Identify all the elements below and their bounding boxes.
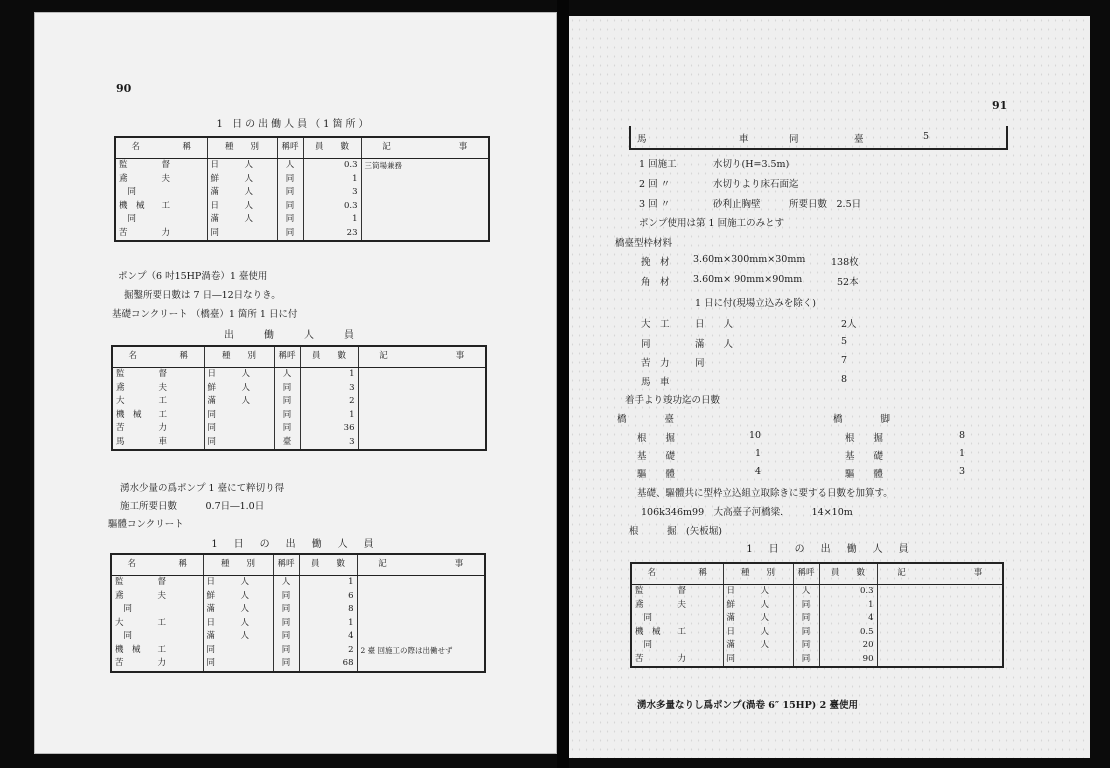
staff-table-1 [114,136,490,242]
column-header: 記 事 [357,554,485,576]
carried-count: 5 [923,131,930,142]
table-cell [358,368,486,382]
table-cell: 苦 力 [112,422,204,436]
table-cell: 機 械 工 [112,409,204,423]
column-header: 員 數 [819,563,877,585]
table-row [115,200,489,214]
table-cell [877,599,1003,613]
column-header: 種 別 [204,346,274,368]
page-number-right: 91 [992,99,1008,112]
table-row [115,186,489,200]
table-cell [877,612,1003,626]
table-cell: 人 [273,576,299,590]
text-cell: 52本 [837,277,859,288]
table-cell: 1 [303,173,361,187]
body-concrete-heading: 驅體コンクリート [108,519,184,530]
table-cell [358,422,486,436]
table-cell: 同 [274,382,300,396]
table-cell [877,585,1003,599]
table-cell [357,576,485,590]
table-cell: 同 [204,409,274,423]
text-cell: 挽 材 [641,257,670,268]
table-cell: 68 [299,657,357,672]
table-cell: 90 [819,653,877,668]
right-page [569,16,1090,758]
table-cell: 同 [273,603,299,617]
days-note: 基礎、驅體共に型枠立込組立取除きに要する日數を加算す。 [637,488,893,499]
table-cell: 同 [793,639,819,653]
table-cell: 0.3 [819,585,877,599]
table-cell: 同 [793,626,819,640]
table-cell: 鳶 夫 [631,599,723,613]
left-page [34,12,557,754]
column-header: 稱呼 [273,554,299,576]
table-cell: 日 人 [203,617,273,631]
text-cell: 日 人 [695,319,734,330]
table-cell: 同 [203,644,273,658]
dig-title: 根 掘 (矢板堀) [629,526,722,537]
table-cell: 1 [300,409,358,423]
table-cell: 0.3 [303,159,361,173]
text-cell: 8 [959,430,966,441]
table-cell: 6 [299,590,357,604]
column-header: 員 數 [303,137,361,159]
table-cell: 苦 力 [631,653,723,668]
days-title: 着手より竣功迄の日數 [625,395,721,406]
table-cell: 監 督 [112,368,204,382]
table-cell: 同 [111,630,203,644]
text-cell: 3 [959,466,966,477]
caption-1: 1 日の出働人員（1箇所） [216,119,372,130]
table-cell: 同 [273,644,299,658]
table-cell [357,603,485,617]
table-row [112,382,486,396]
table-cell: 同 [277,186,303,200]
table-cell: 日 人 [207,200,277,214]
column-header: 種 別 [723,563,793,585]
text-cell: 滿 人 [695,339,734,350]
table-cell: 8 [299,603,357,617]
text-cell: 8 [841,374,848,385]
table-row [631,653,1003,668]
table-cell [358,409,486,423]
staff-table-2 [111,345,487,451]
text-cell: 大 工 [641,319,670,330]
text-cell: 根 掘 [637,433,676,444]
text-cell: 1 回施工 [639,159,677,170]
column-header: 稱呼 [277,137,303,159]
table-cell: 同 [277,213,303,227]
table-cell: 同 [274,395,300,409]
caption-3: 1 日 の 出 働 人 員 [211,539,377,550]
table-cell: 滿 人 [207,213,277,227]
text-cell: 同 [695,358,705,369]
text-cell: 3.60m× 90mm×90mm [693,274,803,285]
text-cell: 5 [841,336,848,347]
table-row [631,585,1003,599]
table-cell: 鳶 夫 [115,173,207,187]
table-row [111,590,485,604]
water-note: 湧水少量の爲ポンプ 1 臺にて粹切り得 [120,483,285,494]
table-cell: 監 督 [115,159,207,173]
table-cell: 同 [273,590,299,604]
column-header: 員 數 [300,346,358,368]
table-cell: 日 人 [203,576,273,590]
table-cell: 同 [793,599,819,613]
table-cell: 機 械 工 [111,644,203,658]
table-cell: 鳶 夫 [111,590,203,604]
text-cell: 角 材 [641,277,670,288]
table-cell: 2 [300,395,358,409]
table-row [115,213,489,227]
table-cell: 同 [277,200,303,214]
bridge-line: 106k346m99 大高臺子河橋梁. 14×10m [641,507,853,518]
table-cell: 同 [277,173,303,187]
table-cell: 4 [299,630,357,644]
column-header: 記 事 [361,137,489,159]
table-cell [361,213,489,227]
carried-unit: 臺 [854,134,864,145]
table-cell: 鮮 人 [203,590,273,604]
text-cell: 4 [755,466,762,477]
table-row [111,617,485,631]
table-cell: 滿 人 [203,630,273,644]
table-row [631,599,1003,613]
carried-row [629,126,1008,150]
table-cell [361,227,489,242]
column-header: 記 事 [877,563,1003,585]
table-cell: 同 [631,639,723,653]
page-number-left: 90 [116,82,132,95]
table-row [111,644,485,658]
table-cell [357,630,485,644]
table-cell: 1 [299,617,357,631]
column-header: 名 稱 [111,554,203,576]
text-cell: 基 礎 [845,451,884,462]
table-cell: 4 [819,612,877,626]
text-cell: 1 [755,448,762,459]
table-cell: 鮮 人 [207,173,277,187]
table-cell: 20 [819,639,877,653]
table-cell: 同 [273,657,299,672]
table-cell: 1 [303,213,361,227]
table-cell: 滿 人 [204,395,274,409]
table-cell: 1 [819,599,877,613]
table-cell: 人 [274,368,300,382]
table-cell [877,639,1003,653]
text-cell: 馬 車 [641,377,670,388]
text-cell: 3.60m×300mm×30mm [693,254,806,265]
table-cell: 鳶 夫 [112,382,204,396]
table-cell: 日 人 [723,626,793,640]
table-cell: 同 [277,227,303,242]
table-cell [357,617,485,631]
table-cell: 同 [273,630,299,644]
table-row [112,422,486,436]
column-header: 名 稱 [631,563,723,585]
table-row [112,368,486,382]
table-cell: 23 [303,227,361,242]
column-header: 名 稱 [115,137,207,159]
table-row [111,603,485,617]
table-cell [877,653,1003,668]
table-cell: 日 人 [723,585,793,599]
text-cell: 水切り(H=3.5m) [713,159,790,170]
table-cell [357,590,485,604]
text-cell: 驅 體 [845,469,884,480]
table-row [111,576,485,590]
pump-note: ポンプ使用は第 1 回施工のみとす [639,218,785,229]
table-row [111,630,485,644]
table-cell: 2 [299,644,357,658]
table-cell: 三筒場兼務 [361,159,489,173]
table-cell: 鮮 人 [204,382,274,396]
carried-type: 同 [789,134,799,145]
table-cell: 監 督 [631,585,723,599]
table-cell: 滿 人 [207,186,277,200]
text-cell: 基 礎 [637,451,676,462]
table-header-row [631,563,1003,585]
carried-name-1: 馬 [637,134,647,145]
table-cell [357,657,485,672]
table-cell: 大 工 [112,395,204,409]
table-cell: 日 人 [204,368,274,382]
table-row [115,227,489,242]
table-cell: 同 [793,612,819,626]
table-row [631,639,1003,653]
table-cell [361,186,489,200]
text-cell: 根 掘 [845,433,884,444]
column-header: 種 別 [207,137,277,159]
table-cell: 滿 人 [203,603,273,617]
table-cell: 同 [115,213,207,227]
text-cell: 10 [749,430,762,441]
column-header: 名 稱 [112,346,204,368]
right-caption: 1 日 の 出 働 人 員 [746,544,912,555]
table-header-row [112,346,486,368]
table-cell: 日 人 [207,159,277,173]
table-cell [358,395,486,409]
text-cell: 同 [641,339,651,350]
text-cell: 138枚 [831,257,859,268]
table-row [112,436,486,451]
construction-days: 施工所要日數 0.7日―1.0日 [120,501,265,512]
text-cell: 所要日數 2.5日 [789,199,862,210]
table-cell: 同 [273,617,299,631]
staff-table-4 [630,562,1004,668]
table-cell: 同 [723,653,793,668]
table-cell: 大 工 [111,617,203,631]
text-cell: 苦 力 [641,358,670,369]
table-cell: 機 械 工 [631,626,723,640]
table-row [631,626,1003,640]
table-cell: 36 [300,422,358,436]
table-cell: 3 [300,382,358,396]
table-cell: 同 [111,603,203,617]
table-cell: 0.5 [819,626,877,640]
table-cell: 人 [277,159,303,173]
table-row [631,612,1003,626]
table-cell: 苦 力 [111,657,203,672]
caption-2: 出 働 人 員 [224,330,364,341]
column-header: 員 數 [299,554,357,576]
text-cell: 2 回 〃 [639,179,671,190]
book-spine [557,0,569,768]
table-row [111,657,485,672]
table-header-row [115,137,489,159]
material-title: 橋臺型枠材料 [615,238,673,249]
carried-name-2: 車 [739,134,749,145]
table-cell [361,173,489,187]
text-cell: 7 [841,355,848,366]
table-cell: 滿 人 [723,639,793,653]
table-cell: 機 械 工 [115,200,207,214]
column-header: 稱呼 [274,346,300,368]
staff-table-3 [110,553,486,673]
table-cell: 臺 [274,436,300,451]
table-cell: 同 [793,653,819,668]
table-cell: 同 [204,422,274,436]
excavation-days: 掘鑿所要日數は 7 日―12日なりき。 [124,290,281,301]
table-row [115,159,489,173]
table-cell: 人 [793,585,819,599]
per-day-label: 1 日に付(現場立込みを除く) [695,298,816,309]
text-cell: 2人 [841,319,857,330]
table-cell: 同 [274,422,300,436]
table-cell: 同 [207,227,277,242]
table-cell: 同 [631,612,723,626]
table-cell: 苦 力 [115,227,207,242]
text-cell: 砂利止胸壁 [713,199,761,210]
text-cell: 水切りより床石面迄 [713,179,799,190]
abutment-title: 橋 臺 [617,414,675,425]
text-cell: 1 [959,448,966,459]
column-header: 記 事 [358,346,486,368]
column-header: 種 別 [203,554,273,576]
table-row [112,395,486,409]
text-cell: 驅 體 [637,469,676,480]
table-cell [361,200,489,214]
table-cell: 滿 人 [723,612,793,626]
text-cell: 3 回 〃 [639,199,671,210]
table-cell: 1 [300,368,358,382]
table-cell: 同 [204,436,274,451]
table-row [115,173,489,187]
table-cell: 同 [115,186,207,200]
pump-line: ポンプ（6 吋15HP渦卷）1 臺使用 [118,271,268,282]
footer-note: 湧水多量なりし爲ポンプ(渦卷 6″ 15HP) 2 臺使用 [637,700,859,711]
column-header: 稱呼 [793,563,819,585]
table-cell: 馬 車 [112,436,204,451]
table-cell [877,626,1003,640]
table-cell [358,382,486,396]
table-cell: 3 [300,436,358,451]
table-cell: 1 [299,576,357,590]
table-cell: 同 [203,657,273,672]
table-cell: 3 [303,186,361,200]
table-row [112,409,486,423]
table-cell: 鮮 人 [723,599,793,613]
table-cell: 0.3 [303,200,361,214]
table-header-row [111,554,485,576]
pier-title: 橋 脚 [833,414,891,425]
table-cell [358,436,486,451]
table-cell: 同 [274,409,300,423]
table-cell: 2 臺 回施工の際は出働せず [357,644,485,658]
foundation-heading: 基礎コンクリート （橋臺）1 箇所 1 日に付 [112,309,298,320]
table-cell: 監 督 [111,576,203,590]
